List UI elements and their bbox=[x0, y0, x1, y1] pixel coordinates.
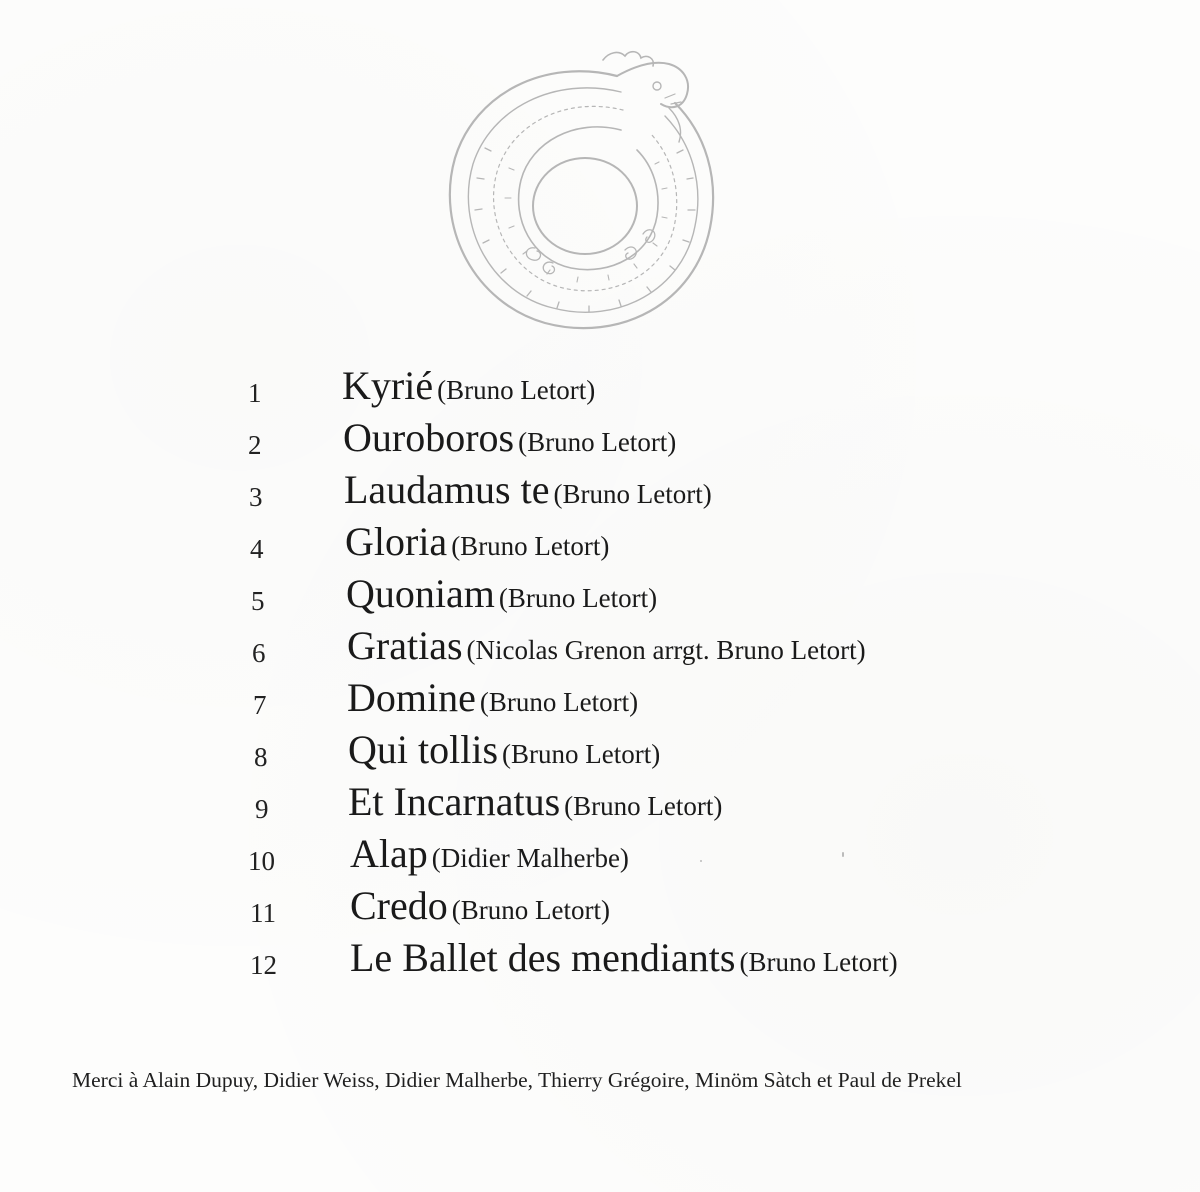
ouroboros-icon bbox=[425, 38, 735, 348]
track-composer: (Bruno Letort) bbox=[451, 895, 610, 925]
track-composer: (Bruno Letort) bbox=[451, 531, 610, 561]
track-number: 7 bbox=[253, 690, 267, 720]
track-entry bbox=[347, 622, 866, 669]
track-number: 5 bbox=[251, 586, 265, 616]
track-number: 11 bbox=[250, 898, 276, 928]
track-composer: (Bruno Letort) bbox=[502, 739, 661, 769]
track-entry bbox=[348, 778, 722, 825]
paper-speck bbox=[842, 852, 844, 857]
track-entry bbox=[342, 362, 595, 409]
track-entry bbox=[347, 674, 638, 721]
track-composer: (Bruno Letort) bbox=[498, 583, 658, 613]
track-row bbox=[0, 414, 1200, 466]
track-title: Domine bbox=[347, 675, 476, 720]
track-entry bbox=[345, 518, 609, 565]
track-title: Ouroboros bbox=[343, 415, 515, 460]
track-list bbox=[0, 362, 1200, 986]
track-number: 12 bbox=[250, 950, 277, 980]
track-title: Et Incarnatus bbox=[348, 779, 561, 824]
track-number: 4 bbox=[250, 534, 264, 564]
paper-speck bbox=[700, 860, 702, 862]
track-composer: (Bruno Letort) bbox=[518, 427, 677, 457]
track-composer: (Nicolas Grenon arrgt. Bruno Letort) bbox=[466, 635, 866, 665]
track-title: Gratias bbox=[347, 623, 463, 668]
track-row bbox=[0, 726, 1200, 778]
track-entry bbox=[350, 830, 629, 877]
track-number: 1 bbox=[248, 378, 262, 408]
track-row bbox=[0, 570, 1200, 622]
track-title: Gloria bbox=[345, 519, 448, 564]
track-row bbox=[0, 622, 1200, 674]
track-entry bbox=[350, 882, 610, 929]
track-number: 2 bbox=[248, 430, 262, 460]
track-composer: (Bruno Letort) bbox=[739, 947, 898, 977]
track-title: Quoniam bbox=[346, 571, 495, 616]
track-row bbox=[0, 778, 1200, 830]
track-title: Alap bbox=[350, 831, 428, 876]
track-title: Kyrié bbox=[342, 363, 434, 408]
track-row bbox=[0, 830, 1200, 882]
track-composer: (Bruno Letort) bbox=[564, 791, 723, 821]
track-number: 10 bbox=[248, 846, 275, 876]
track-row bbox=[0, 466, 1200, 518]
track-number: 9 bbox=[255, 794, 269, 824]
track-number: 8 bbox=[254, 742, 268, 772]
acknowledgements: Merci à Alain Dupuy, Didier Weiss, Didier Malherbe, Thierry Grégoire, Minöm Sàtch et Paul de Prekel bbox=[72, 1068, 962, 1092]
track-composer: (Didier Malherbe) bbox=[431, 843, 629, 873]
track-number: 6 bbox=[252, 638, 266, 668]
track-composer: (Bruno Letort) bbox=[553, 479, 712, 509]
track-composer: (Bruno Letort) bbox=[437, 375, 596, 405]
track-row bbox=[0, 674, 1200, 726]
track-title: Credo bbox=[350, 883, 448, 928]
track-row bbox=[0, 882, 1200, 934]
track-row bbox=[0, 518, 1200, 570]
track-entry bbox=[344, 466, 712, 513]
track-entry bbox=[348, 726, 660, 773]
track-entry bbox=[346, 570, 657, 617]
track-entry bbox=[350, 934, 898, 981]
track-number: 3 bbox=[249, 482, 263, 512]
track-title: Laudamus te bbox=[344, 467, 550, 512]
track-title: Le Ballet des mendiants bbox=[350, 935, 736, 980]
track-entry bbox=[343, 414, 676, 461]
track-row bbox=[0, 362, 1200, 414]
track-title: Qui tollis bbox=[348, 727, 499, 772]
track-composer: (Bruno Letort) bbox=[479, 687, 639, 717]
track-row bbox=[0, 934, 1200, 986]
